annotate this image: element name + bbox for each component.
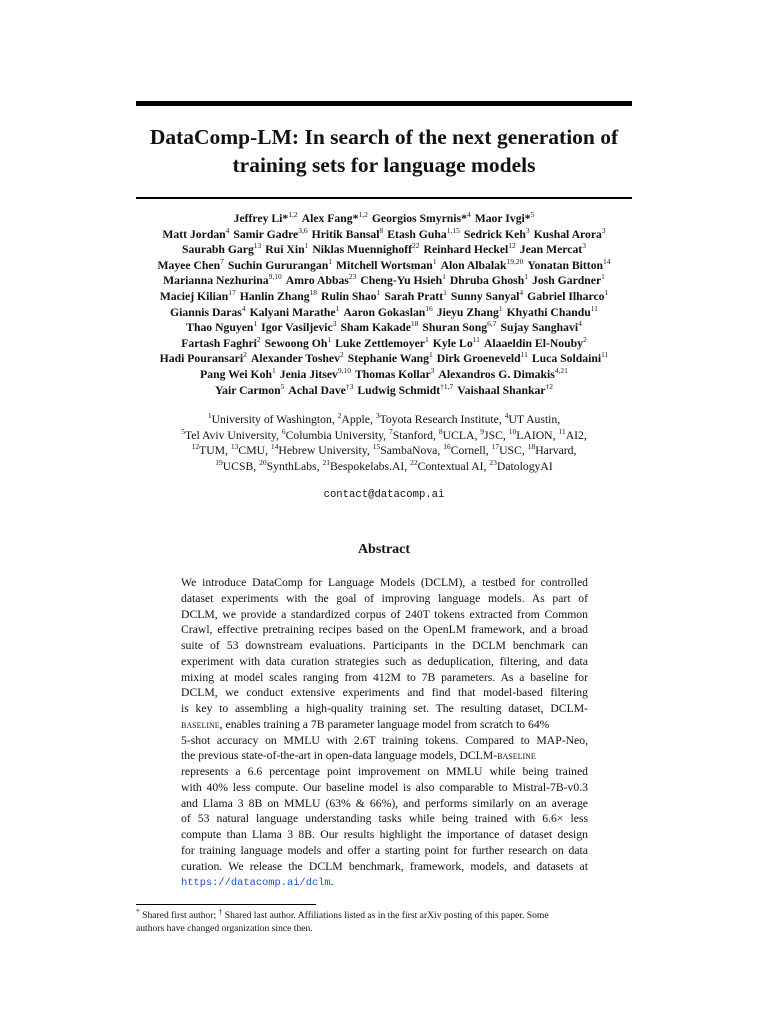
author-name — [532, 274, 605, 287]
author-name — [302, 212, 368, 225]
author-name — [335, 256, 437, 272]
author-name-text: Georgios Smyrnis* — [371, 212, 467, 225]
author-affiliation-mark: 1 — [443, 288, 447, 298]
author-affiliation-mark: 1 — [425, 334, 429, 344]
title-bottom-rule — [136, 197, 632, 199]
dclm-baseline-term: baseline — [497, 749, 536, 763]
affiliation-name: USC, — [499, 444, 528, 457]
author-affiliation-mark: 1,2 — [288, 210, 298, 220]
author-name-text: Sujay Sanghavi — [500, 321, 579, 335]
author-name-text: Alon Albalak — [440, 258, 507, 272]
affiliation-number: 14 — [270, 442, 279, 452]
abstract-line: mixing at model scales ranging from 412M to 7B parameters. As a baseline for — [181, 670, 588, 684]
abstract-line: for training language models and offer a starting point for further research on data — [181, 843, 588, 857]
author-name — [234, 212, 298, 225]
author-affiliation-mark: 18 — [410, 319, 419, 329]
affiliation-number: 1 — [207, 411, 212, 421]
affiliation-number: 13 — [230, 442, 239, 452]
author-name-text: Matt Jordan — [162, 227, 226, 241]
author-name — [451, 290, 523, 303]
author-name — [181, 334, 261, 350]
affiliation-name: Hebrew University, — [278, 444, 373, 457]
author-affiliation-mark: 23 — [348, 272, 357, 282]
author-affiliation-mark: 5 — [280, 381, 285, 391]
author-name-text: Dhruba Ghosh — [449, 274, 525, 288]
author-name — [186, 321, 257, 334]
author-name-text: Samir Gadre — [233, 227, 299, 241]
affiliation-name: Cornell, — [450, 444, 492, 457]
author-affiliation-mark: 2 — [243, 350, 247, 360]
author-affiliation-mark: 1 — [429, 350, 433, 360]
author-name — [424, 243, 516, 256]
author-name-text: Cheng-Yu Hsieh — [360, 274, 443, 288]
author-name-text: Vaishaal Shankar — [457, 383, 546, 397]
author-line — [128, 336, 640, 352]
author-affiliation-mark: 1 — [442, 272, 446, 282]
abstract-line: Crawl, effective pretraining recipes based on the OpenLM framework, and a broad — [181, 623, 588, 637]
affiliation-number: 2 — [337, 411, 342, 421]
author-name-text: Shuran Song — [422, 321, 488, 335]
author-affiliation-mark: 14 — [603, 256, 611, 266]
affiliation-line — [128, 428, 640, 444]
author-name — [170, 303, 246, 319]
author-affiliation-mark: 11 — [601, 350, 609, 360]
author-affiliation-mark: 1,2 — [358, 210, 368, 220]
author-name — [340, 321, 418, 334]
author-affiliation-mark: 3 — [430, 366, 435, 376]
author-name-text: Thomas Kollar — [354, 367, 431, 381]
footnote-star-mark: * — [136, 906, 140, 916]
affiliation-number: 19 — [215, 457, 223, 467]
author-name-text: Achal Dave — [288, 383, 346, 397]
author-affiliation-mark: 9,10 — [268, 272, 282, 282]
author-name — [286, 274, 357, 287]
author-name-text: Jenia Jitsev — [279, 367, 338, 381]
affiliation-number: 12 — [191, 442, 200, 452]
author-affiliation-mark: 1 — [304, 241, 309, 251]
dclm-baseline-term: baseline — [181, 717, 220, 731]
author-affiliation-mark: 12 — [508, 241, 516, 251]
abstract-text: , enables training a 7B parameter language model from scratch to 64% — [219, 717, 550, 731]
author-name — [160, 352, 247, 365]
footnote-line: authors have changed organization since then. — [136, 923, 313, 934]
author-name — [457, 381, 554, 397]
author-name — [475, 212, 535, 225]
affiliation-name: Harvard, — [535, 444, 577, 457]
author-name-text: Khyathi Chandu — [506, 305, 591, 319]
author-name — [357, 381, 454, 397]
author-name-text: Dirk Groeneveld — [436, 352, 521, 366]
author-name-text: Fartash Faghri — [181, 336, 257, 350]
author-name — [422, 321, 496, 334]
affiliation-name: Bespokelabs.AI, — [329, 459, 411, 473]
author-name — [355, 368, 434, 381]
author-name-text: Marianna Nezhurina — [163, 274, 269, 288]
author-name — [384, 290, 447, 303]
author-affiliation-mark: 1,15 — [446, 225, 460, 235]
author-name-text: Jean Mercat — [519, 243, 583, 257]
affiliation-number: 8 — [438, 426, 443, 436]
author-line — [128, 258, 640, 274]
affiliation-number: 10 — [508, 426, 517, 436]
author-name — [335, 334, 429, 350]
author-name — [506, 303, 598, 319]
author-name-text: Suchin Gururangan — [227, 258, 329, 272]
affiliation-number: 9 — [480, 426, 485, 436]
affiliation-name: DatologyAI — [496, 459, 553, 473]
author-line — [128, 289, 640, 305]
author-name — [437, 352, 528, 365]
author-affiliation-mark: 2 — [582, 334, 587, 344]
author-affiliation-mark: †3 — [345, 381, 354, 391]
abstract-line: suite of 53 downstream evaluations. Participants in the DCLM benchmark can — [181, 639, 588, 652]
affiliation-number: 20 — [259, 457, 267, 467]
author-affiliation-mark: 3 — [601, 225, 606, 235]
author-affiliation-mark: 11 — [520, 350, 528, 360]
author-affiliation-mark: 3 — [525, 225, 530, 235]
paper-title — [136, 123, 632, 179]
author-name — [463, 225, 530, 241]
author-name — [527, 290, 608, 303]
abstract-line: curation. We release the DCLM benchmark, framework, models, and datasets at — [181, 859, 588, 873]
author-name-text: Saurabh Garg — [182, 243, 254, 257]
author-affiliation-mark: 22 — [412, 241, 420, 251]
affiliation-name: UT Austin, — [508, 413, 561, 426]
author-name — [249, 303, 340, 319]
affiliation-name: SynthLabs, — [266, 459, 323, 473]
abstract-line: and Llama 3 8B on MMLU (63% & 66%), and performs similarly on an average — [181, 796, 588, 810]
author-name — [450, 274, 528, 287]
author-name-text: Stephanie Wang — [347, 352, 430, 366]
abstract-line — [181, 874, 588, 892]
author-affiliation-mark: 1 — [335, 303, 340, 313]
author-name-text: Alaaeldin El-Nouby — [483, 336, 583, 350]
affiliation-number: 4 — [504, 411, 509, 421]
footnote-dagger-mark: † — [218, 906, 223, 916]
abstract-heading: Abstract — [357, 542, 411, 557]
author-name-text: Pang Wei Koh — [200, 367, 272, 381]
abstract-line: experiment with data curation strategies such as deduplication, filtering, and data — [181, 654, 588, 668]
affiliation-number: 7 — [389, 426, 393, 436]
title-line: DataComp-LM: In search of the next generation of — [149, 125, 619, 149]
author-affiliation-mark: 2 — [339, 350, 344, 360]
footnote-rule — [136, 904, 316, 905]
author-affiliation-mark: 19,20 — [506, 256, 524, 266]
abstract-line — [181, 717, 588, 733]
affiliation-name: Columbia University, — [285, 428, 390, 442]
author-line — [128, 305, 640, 321]
author-name-text: Gabriel Ilharco — [527, 289, 605, 303]
affiliation-line — [128, 412, 640, 428]
author-name-text: Sunny Sanyal — [450, 289, 520, 303]
author-line — [128, 367, 640, 383]
author-line — [128, 273, 640, 289]
author-name-text: Rui Xin — [265, 243, 305, 257]
author-name-text: Luca Soldaini — [531, 352, 602, 366]
author-affiliation-mark: 4 — [519, 288, 524, 298]
author-line — [128, 211, 640, 227]
author-name-text: Hritik Bansal — [311, 227, 380, 241]
author-name-text: Alexandros G. Dimakis — [438, 367, 555, 381]
affiliation-name: UCLA, — [442, 428, 481, 442]
affiliation-number: 15 — [372, 442, 381, 452]
author-name — [438, 368, 567, 381]
author-name — [440, 256, 524, 272]
author-affiliation-mark: 4,21 — [554, 366, 568, 376]
author-name — [532, 352, 608, 365]
footnote-text: Shared first author; — [139, 910, 219, 921]
author-name — [160, 290, 236, 303]
affiliation-name: SambaNova, — [380, 444, 444, 457]
author-affiliation-mark: 18 — [309, 288, 318, 298]
author-affiliation-mark: 3 — [332, 319, 337, 329]
abstract-line: DCLM, we provide a standardized corpus of 240T tokens extracted from Common — [181, 607, 588, 621]
affiliation-list — [128, 412, 640, 474]
author-line — [128, 351, 640, 367]
author-name-text: Yonatan Bitton — [527, 258, 604, 272]
author-affiliation-mark: 1 — [328, 256, 332, 266]
author-affiliation-mark: 13 — [253, 241, 262, 251]
abstract-line: represents a 6.6 percentage point improvement on MMLU while being trained — [181, 765, 588, 778]
author-line — [128, 242, 640, 258]
author-affiliation-mark: 4 — [466, 210, 471, 220]
abstract-text: . — [330, 875, 334, 889]
author-name — [432, 334, 480, 350]
author-affiliation-mark: 1 — [327, 334, 332, 344]
abstract-line: 5-shot accuracy on MMLU with 2.6T training tokens. Compared to MAP-Neo, — [181, 733, 588, 747]
author-name-text: Kalyani Marathe — [249, 305, 336, 319]
author-name — [533, 225, 606, 241]
author-name — [372, 212, 471, 225]
affiliation-name: CMU, — [238, 444, 271, 457]
author-affiliation-mark: 2 — [256, 334, 261, 344]
author-name-text: Luke Zettlemoyer — [335, 336, 425, 350]
author-name — [280, 368, 351, 381]
author-affiliation-mark: 1 — [272, 366, 276, 376]
affiliation-name: LAION, — [516, 428, 559, 442]
author-line — [128, 383, 640, 399]
author-name-text: Maciej Kilian — [159, 289, 229, 303]
affiliation-line — [128, 443, 640, 459]
footnote — [136, 906, 632, 935]
abstract-body — [181, 575, 588, 892]
author-name-text: Kushal Arora — [533, 227, 602, 241]
author-affiliation-mark: 6,7 — [487, 319, 497, 329]
author-name — [264, 334, 332, 350]
author-affiliation-mark: 5 — [530, 210, 535, 220]
author-name — [321, 290, 380, 303]
affiliation-number: 23 — [489, 457, 497, 467]
abstract-line: of 53 natural language understanding tasks while being trained with 6.6× less — [181, 812, 588, 826]
author-name — [251, 352, 344, 365]
author-name-text: Sarah Pratt — [384, 289, 444, 303]
author-affiliation-mark: 11 — [590, 303, 598, 313]
author-name — [500, 321, 581, 334]
author-name-text: Josh Gardner — [531, 274, 602, 288]
author-affiliation-mark: 7 — [220, 256, 224, 266]
affiliation-number: 6 — [281, 426, 286, 436]
author-name-text: Thao Nguyen — [186, 321, 254, 335]
abstract-line: dataset experiments with the goal of improving language models. As part of — [181, 591, 588, 605]
author-affiliation-mark: †1,7 — [440, 381, 454, 391]
author-name — [527, 256, 611, 272]
affiliation-name: Apple, — [341, 413, 376, 426]
author-name-text: Mitchell Wortsman — [335, 258, 433, 272]
author-affiliation-mark: †2 — [545, 381, 554, 391]
author-name — [360, 274, 445, 287]
author-name — [261, 321, 336, 334]
author-name-text: Etash Guha — [387, 227, 447, 241]
author-name-text: Amro Abbas — [285, 274, 349, 288]
affiliation-name: Contextual AI, — [417, 459, 490, 473]
author-name-text: Sewoong Oh — [264, 336, 328, 350]
author-list — [128, 211, 640, 398]
author-name-text: Hanlin Zhang — [239, 289, 310, 303]
title-line: training sets for language models — [232, 153, 536, 177]
author-affiliation-mark: 9,10 — [337, 366, 351, 376]
author-affiliation-mark: 1 — [432, 256, 437, 266]
author-name-text: Jieyu Zhang — [436, 305, 499, 319]
author-name — [348, 352, 433, 365]
author-name-text: Hadi Pouransari — [159, 352, 244, 366]
author-name-text: Maor Ivgi* — [474, 212, 531, 225]
author-name-text: Yair Carmon — [214, 383, 281, 397]
abstract-line — [181, 748, 588, 764]
affiliation-number: 17 — [491, 442, 500, 452]
affiliation-number: 16 — [443, 442, 451, 452]
author-name — [240, 290, 317, 303]
author-line — [128, 320, 640, 336]
author-affiliation-mark: 1 — [498, 303, 503, 313]
author-name-text: Kyle Lo — [432, 336, 473, 350]
author-name — [157, 256, 224, 272]
author-name — [343, 303, 433, 319]
author-name-text: Alexander Toshev — [250, 352, 340, 366]
footnote-line — [136, 906, 632, 922]
author-affiliation-mark: 1 — [601, 272, 605, 282]
author-name — [483, 334, 587, 350]
author-name — [233, 225, 308, 241]
author-affiliation-mark: 3,6 — [298, 225, 308, 235]
author-name-text: Ludwig Schmidt — [357, 383, 441, 397]
author-affiliation-mark: 4 — [241, 303, 246, 313]
author-affiliation-mark: 4 — [225, 225, 230, 235]
contact-email[interactable]: contact@datacomp.ai — [323, 489, 445, 501]
author-name — [436, 303, 503, 319]
author-affiliation-mark: 3 — [582, 241, 586, 251]
affiliation-number: 18 — [527, 442, 536, 452]
affiliation-number: 22 — [410, 457, 418, 467]
author-name-text: Niklas Muennighoff — [312, 243, 413, 257]
author-name-text: Mayee Chen — [157, 258, 221, 272]
author-line — [128, 227, 640, 243]
affiliation-name: JSC, — [484, 428, 509, 442]
author-name — [311, 225, 384, 241]
title-top-rule — [136, 101, 632, 106]
abstract-line: DCLM, we conduct extensive experiments and find that model-based filtering — [181, 686, 588, 700]
affiliation-name: Stanford, — [392, 428, 439, 442]
author-name — [288, 381, 354, 397]
abstract-line: compute than Llama 3 8B. Our results highlight the importance of dataset design — [181, 828, 588, 841]
affiliation-number: 3 — [375, 411, 380, 421]
author-name — [214, 381, 285, 397]
affiliation-name: University of Washington, — [211, 413, 338, 426]
author-name-text: Sham Kakade — [340, 321, 411, 335]
author-name-text: Igor Vasiljevic — [261, 321, 333, 335]
author-affiliation-mark: 1 — [604, 288, 609, 298]
author-name — [227, 256, 332, 272]
dclm-link[interactable]: https://datacomp.ai/dclm — [181, 877, 331, 890]
abstract-text: the previous state-of-the-art in open-data language models, DCLM- — [181, 749, 498, 763]
abstract-line: is key to assembling a high-quality training set. The resulting dataset, DCLM- — [181, 702, 588, 715]
author-name-text: Alex Fang* — [301, 212, 359, 225]
author-affiliation-mark: 11 — [472, 334, 480, 344]
author-affiliation-mark: 16 — [425, 303, 433, 313]
affiliation-line — [128, 459, 640, 475]
author-name-text: Aaron Gokaslan — [343, 305, 426, 319]
abstract-line: with 40% less compute. Our baseline model is also comparable to Mistral-7B-v0.3 — [181, 780, 588, 794]
author-affiliation-mark: 1 — [253, 319, 258, 329]
affiliation-number: 11 — [558, 426, 566, 436]
author-name-text: Rulin Shao — [321, 289, 377, 303]
author-name — [520, 243, 586, 256]
author-name-text: Reinhard Heckel — [423, 243, 509, 257]
author-name — [312, 243, 419, 256]
footnote-text: Shared last author. Affiliations listed as in the first arXiv posting of this paper. Some — [222, 910, 549, 921]
author-affiliation-mark: 1 — [376, 288, 381, 298]
abstract-line: We introduce DataComp for Language Models (DCLM), a testbed for controlled — [181, 576, 588, 589]
author-name-text: Jeffrey Li* — [233, 212, 289, 225]
affiliation-number: 5 — [181, 426, 185, 436]
author-name — [162, 225, 230, 241]
author-affiliation-mark: 1 — [524, 272, 528, 282]
author-affiliation-mark: 17 — [228, 288, 236, 298]
affiliation-name: AI2, — [565, 428, 587, 442]
author-affiliation-mark: 4 — [578, 319, 582, 329]
author-name — [265, 243, 308, 256]
affiliation-name: UCSB, — [222, 459, 260, 473]
author-name — [182, 243, 261, 256]
author-name — [200, 368, 276, 381]
author-name-text: Sedrick Keh — [463, 227, 526, 241]
author-name — [387, 225, 460, 241]
author-name-text: Giannis Daras — [170, 305, 242, 319]
author-affiliation-mark: 8 — [379, 225, 384, 235]
author-name — [163, 274, 282, 287]
affiliation-name: TUM, — [199, 444, 231, 457]
affiliation-number: 21 — [322, 457, 330, 467]
affiliation-name: Tel Aviv University, — [184, 428, 282, 442]
affiliation-name: Toyota Research Institute, — [379, 413, 505, 426]
